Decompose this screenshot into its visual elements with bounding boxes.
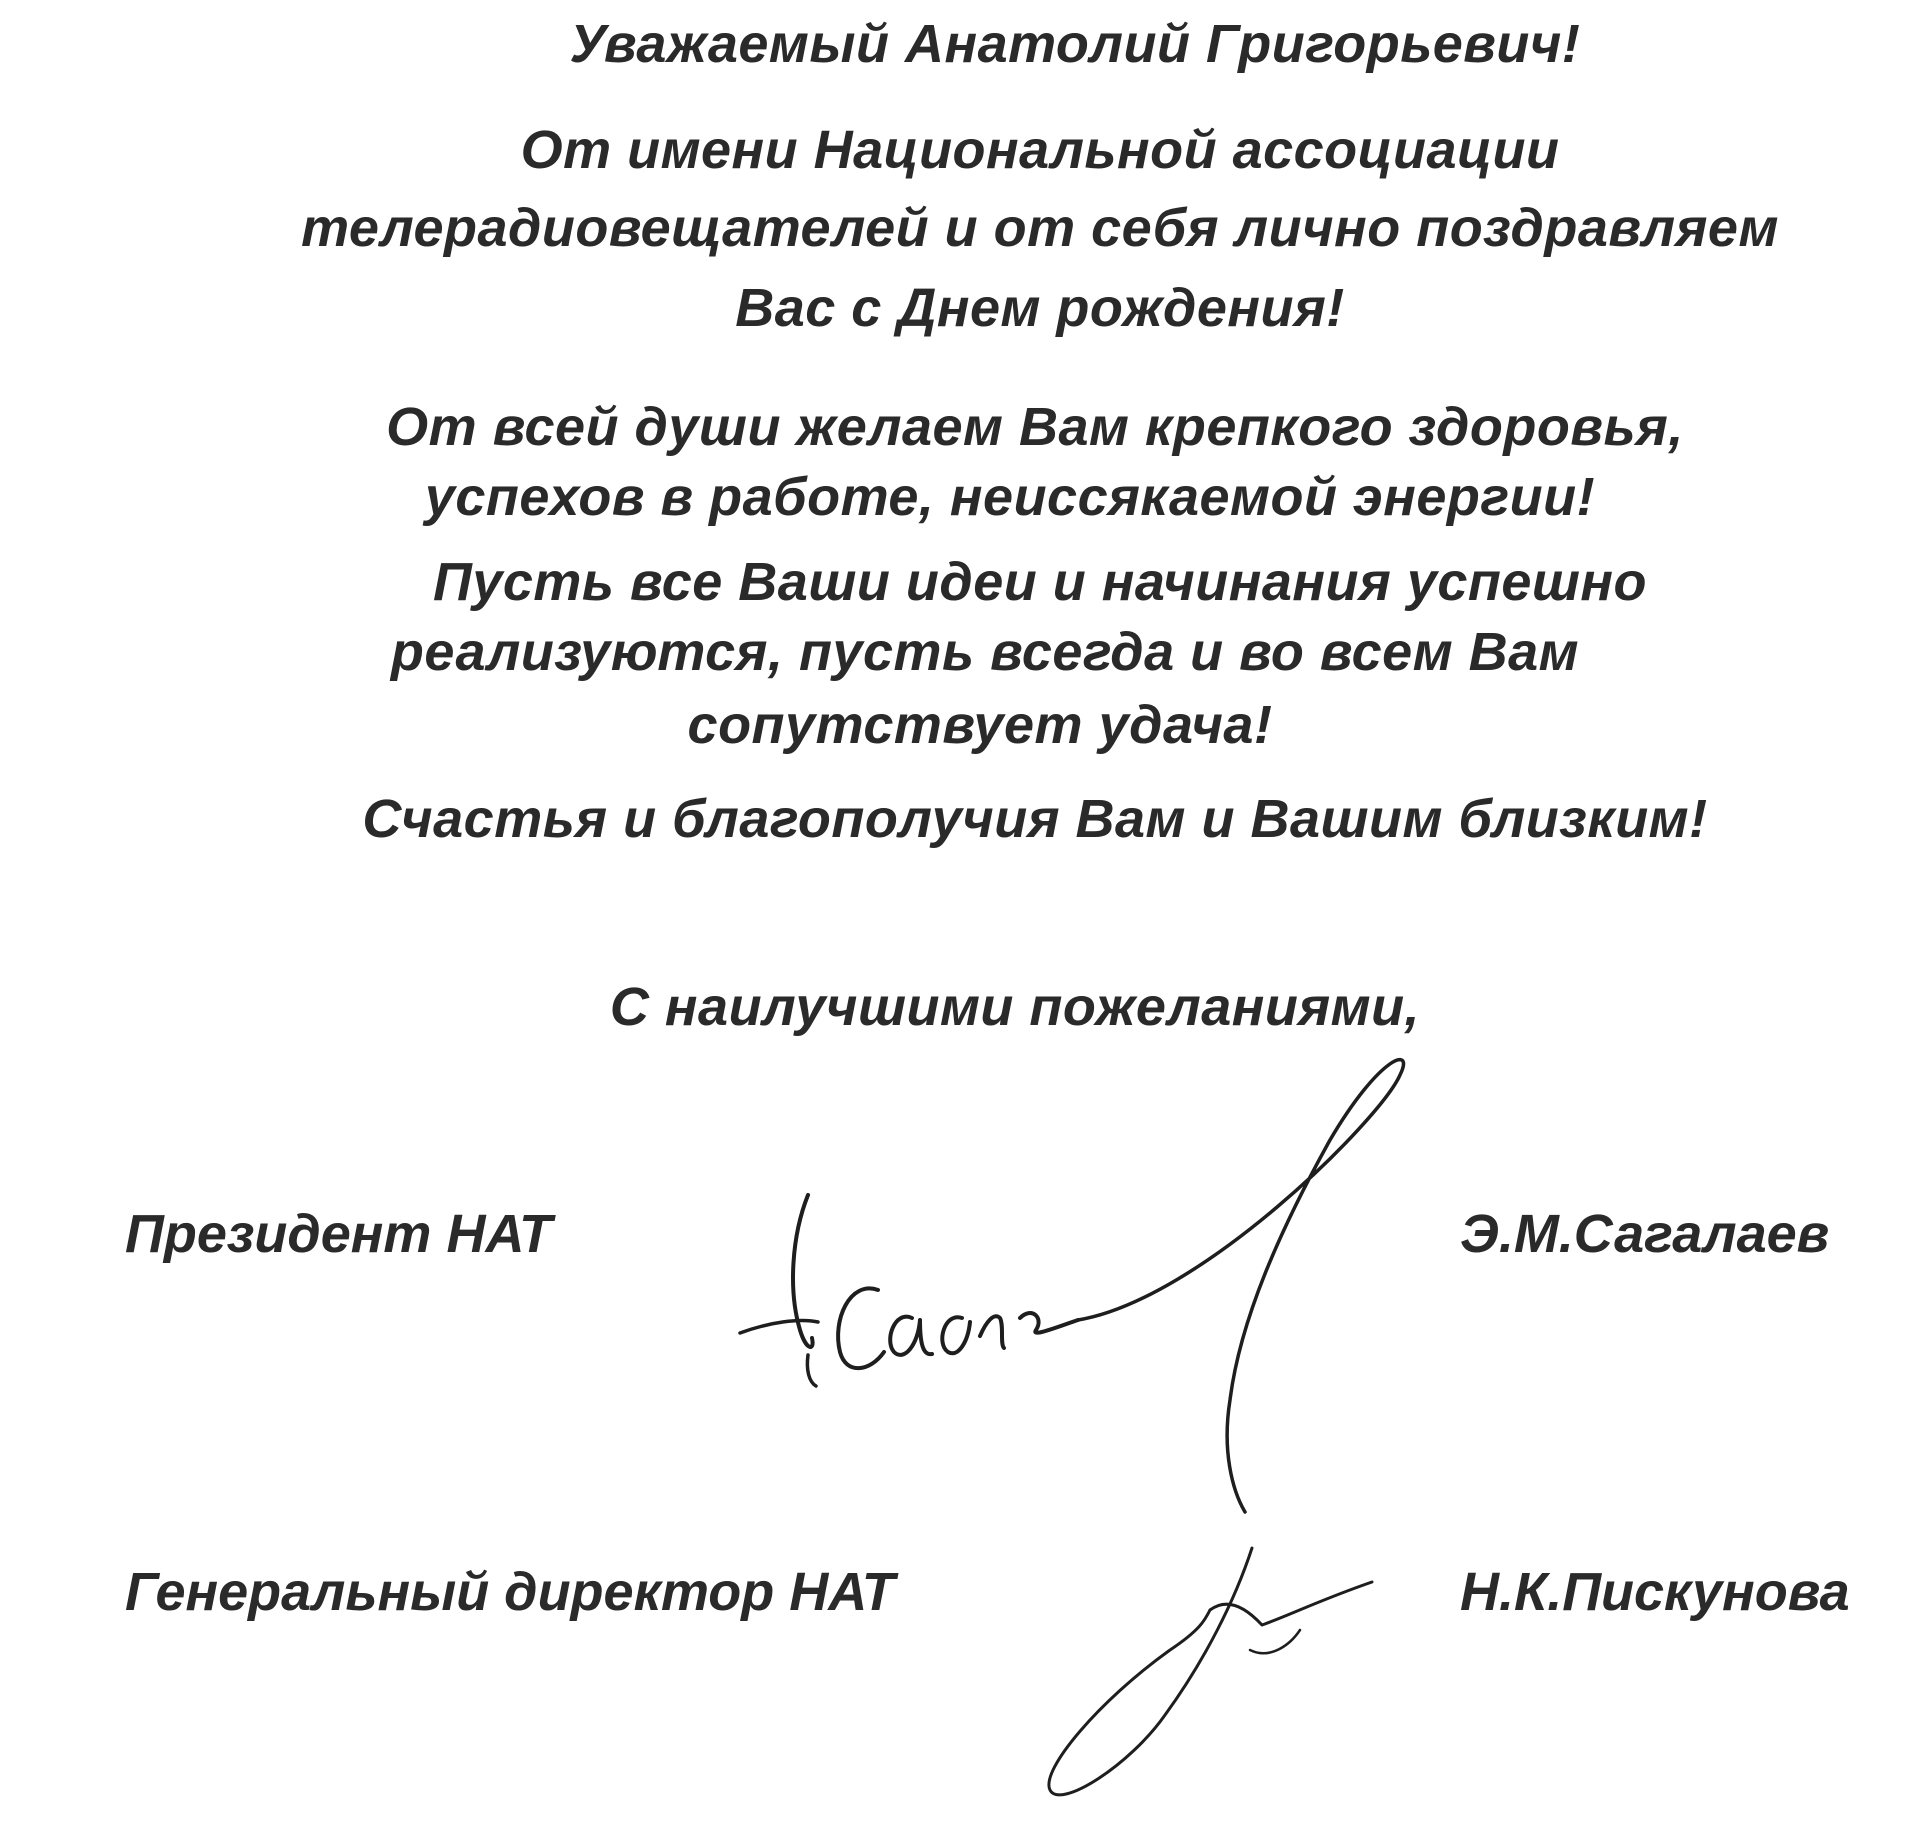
paragraph-4: Счастья и благополучия Вам и Вашим близким! — [362, 789, 1708, 849]
paragraph-3-line-1: Пусть все Ваши идеи и начинания успешно — [432, 552, 1648, 612]
salutation: Уважаемый Анатолий Григорьевич! — [569, 14, 1581, 74]
paragraph-1-line-2: телерадиовещателей и от себя лично поздравляем — [301, 198, 1779, 258]
paragraph-1-line-1: От имени Национальной ассоциации — [520, 120, 1560, 180]
signatory-1-name: Э.М.Сагалаев — [1460, 1204, 1830, 1264]
signatory-2-title: Генеральный директор НАТ — [125, 1562, 895, 1622]
signatory-1-title: Президент НАТ — [125, 1204, 552, 1264]
paragraph-2-line-2: успехов в работе, неиссякаемой энергии! — [424, 467, 1596, 527]
signatory-2-name: Н.К.Пискунова — [1460, 1562, 1850, 1622]
paragraph-3-line-2: реализуются, пусть всегда и во всем Вам — [390, 622, 1580, 682]
paragraph-1-line-3: Вас с Днем рождения! — [735, 278, 1345, 338]
paragraph-3-line-3: сопутствует удача! — [687, 695, 1273, 755]
paragraph-2-line-1: От всей души желаем Вам крепкого здоровья, — [386, 397, 1684, 457]
closing: С наилучшими пожеланиями, — [609, 977, 1421, 1037]
